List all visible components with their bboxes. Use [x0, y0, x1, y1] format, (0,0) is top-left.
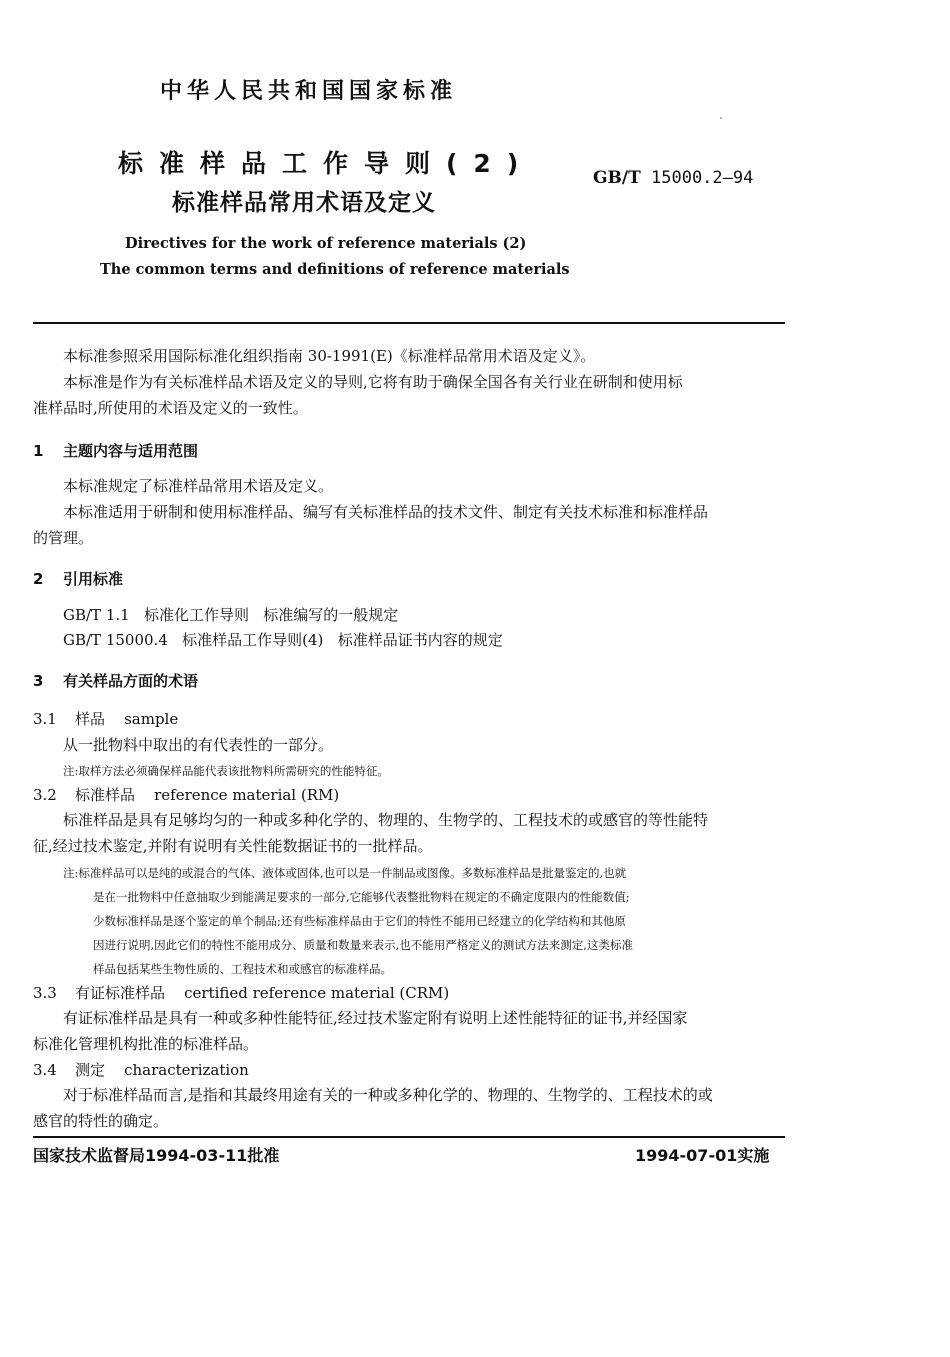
document-subtitle: 标准样品常用术语及定义: [172, 190, 436, 216]
term-3-4-number: 3.4: [33, 1061, 57, 1079]
section-1-heading: [33, 440, 198, 461]
term-3-2-note-line-3: 少数标准样品是逐个鉴定的单个制品;还有些标准样品由于它们的特性不能用已经建立的化学结构和其他原: [93, 914, 626, 928]
document-title: 标准样品工作导则(2): [118, 149, 535, 178]
header-divider: [33, 322, 785, 324]
footer-divider: [33, 1136, 785, 1138]
intro-paragraph-1: 本标准参照采用国际标准化组织指南 30-1991(E)《标准样品常用术语及定义》。: [63, 347, 596, 365]
term-3-3-definition-line-1: 有证标准样品是具有一种或多种性能特征,经过技术鉴定附有说明上述性能特征的证书,并经国家: [63, 1009, 688, 1027]
term-3-3-english: certified reference material (CRM): [184, 984, 450, 1002]
term-3-2-note-line-5: 样品包括某些生物性质的、工程技术和或感官的标准样品。: [93, 962, 392, 976]
term-3-2-heading: [33, 783, 339, 808]
section-3-title: 有关样品方面的术语: [63, 672, 199, 690]
section-2-number: 2: [33, 570, 44, 588]
term-3-2-note-line-1: 注:标准样品可以是纯的或混合的气体、液体或固体,也可以是一件制品或图像。多数标准样品是批量鉴定的,也就: [63, 866, 627, 880]
term-3-1-name: 样品: [75, 710, 106, 728]
term-3-2-english: reference material (RM): [154, 786, 340, 804]
english-title-2: The common terms and definitions of reference materials: [100, 261, 570, 278]
reference-standard-2: GB/T 15000.4 标准样品工作导则(4) 标准样品证书内容的规定: [63, 631, 503, 649]
standard-prefix: GB/T: [593, 168, 641, 188]
section-1-paragraph-2-line-1: 本标准适用于研制和使用标准样品、编写有关标准样品的技术文件、制定有关技术标准和标准样品: [63, 503, 709, 521]
term-3-4-definition-line-2: 感官的特性的确定。: [33, 1112, 169, 1130]
standard-number: [593, 168, 753, 188]
national-standard-heading: 中华人民共和国国家标准: [160, 79, 458, 104]
term-3-4-heading: [33, 1058, 249, 1083]
term-3-4-name: 测定: [75, 1061, 106, 1079]
english-title-1: Directives for the work of reference materials (2): [125, 235, 527, 252]
section-3-heading: [33, 670, 198, 691]
section-2-title: 引用标准: [63, 570, 124, 588]
term-3-1-heading: [33, 707, 178, 732]
term-3-4-english: characterization: [124, 1061, 249, 1079]
section-2-heading: [33, 568, 123, 589]
term-3-3-name: 有证标准样品: [75, 984, 166, 1002]
section-1-title: 主题内容与适用范围: [63, 442, 199, 460]
term-3-4-definition-line-1: 对于标准样品而言,是指和其最终用途有关的一种或多种化学的、物理的、生物学的、工程技术的或: [63, 1086, 713, 1104]
section-1-paragraph-2-line-2: 的管理。: [33, 529, 94, 547]
term-3-3-heading: [33, 981, 449, 1006]
section-1-number: 1: [33, 442, 44, 460]
effective-date: 1994-07-01实施: [635, 1146, 770, 1165]
term-3-2-note-line-4: 因进行说明,因此它们的特性不能用成分、质量和数量来表示,也不能用严格定义的测试方法来测定,这类标准: [93, 938, 633, 952]
term-3-2-number: 3.2: [33, 786, 57, 804]
term-3-1-note: 注:取样方法必须确保样品能代表该批物料所需研究的性能特征。: [63, 764, 389, 778]
scan-speck: [720, 117, 722, 119]
section-3-number: 3: [33, 672, 44, 690]
term-3-1-definition: 从一批物料中取出的有代表性的一部分。: [63, 736, 334, 754]
approval-date: 国家技术监督局1994-03-11批准: [33, 1146, 280, 1165]
term-3-2-definition-line-1: 标准样品是具有足够均匀的一种或多种化学的、物理的、生物学的、工程技术的或感官的等性能特: [63, 811, 709, 829]
term-3-3-number: 3.3: [33, 984, 57, 1002]
intro-paragraph-2-line-1: 本标准是作为有关标准样品术语及定义的导则,它将有助于确保全国各有关行业在研制和使用标: [63, 373, 683, 391]
standard-code: 15000.2—94: [651, 168, 754, 188]
reference-standard-1: GB/T 1.1 标准化工作导则 标准编写的一般规定: [63, 606, 399, 624]
term-3-1-number: 3.1: [33, 710, 57, 728]
intro-paragraph-2-line-2: 准样品时,所使用的术语及定义的一致性。: [33, 399, 308, 417]
term-3-2-definition-line-2: 征,经过技术鉴定,并附有说明有关性能数据证书的一批样品。: [33, 837, 433, 855]
term-3-3-definition-line-2: 标准化管理机构批准的标准样品。: [33, 1035, 259, 1053]
section-1-paragraph-1: 本标准规定了标准样品常用术语及定义。: [63, 477, 334, 495]
term-3-1-english: sample: [124, 710, 179, 728]
term-3-2-note-line-2: 是在一批物料中任意抽取少到能满足要求的一部分,它能够代表整批物料在规定的不确定度限内的性能数值;: [93, 890, 630, 904]
term-3-2-name: 标准样品: [75, 786, 136, 804]
